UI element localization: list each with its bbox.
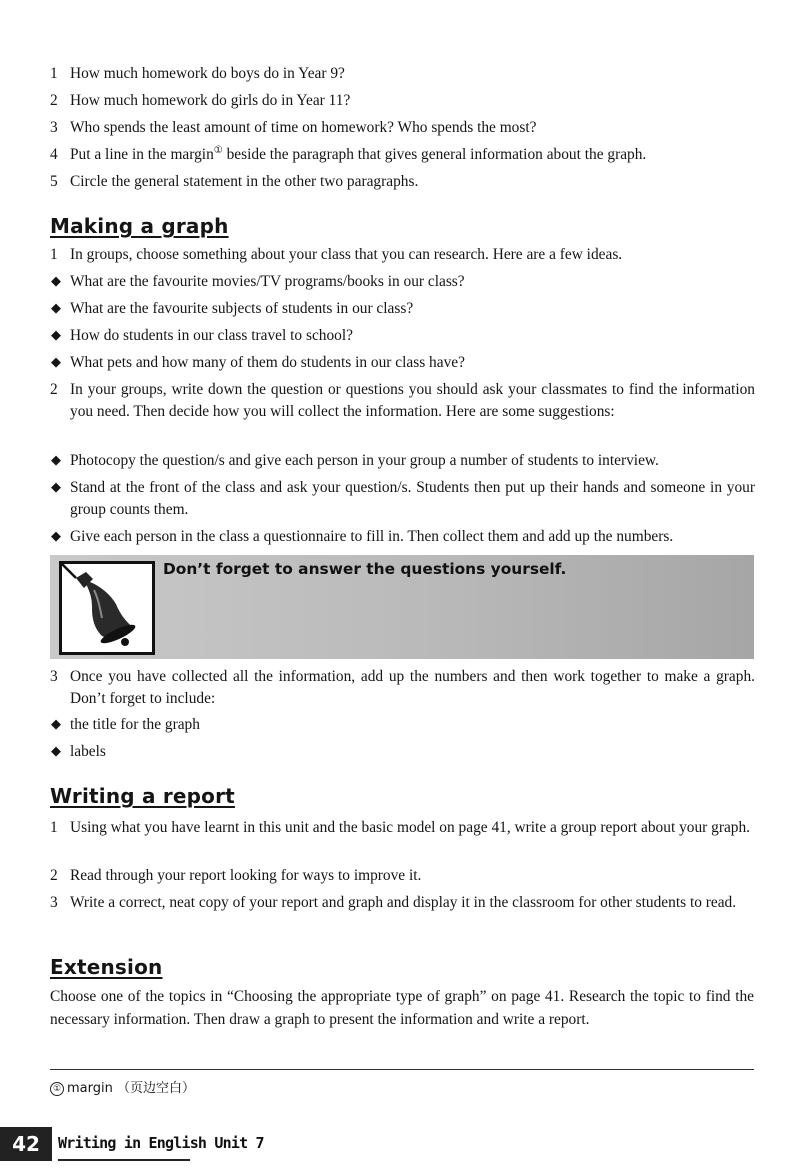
- suggestion-bullet: ◆ Photocopy the question/s and give each person in your group a number of students to interview.: [50, 450, 755, 472]
- question-item: 5 Circle the general statement in the other two paragraphs.: [50, 173, 419, 190]
- step-item: 1 In groups, choose something about your class that you can research. Here are a few ideas.: [50, 246, 623, 263]
- diamond-bullet-icon: ◆: [51, 327, 61, 342]
- diamond-bullet-icon: ◆: [51, 354, 61, 369]
- footnote-divider: [50, 1069, 754, 1070]
- diamond-bullet-icon: ◆: [51, 300, 61, 315]
- diamond-bullet-icon: ◆: [51, 479, 61, 494]
- bell-icon: [59, 561, 155, 655]
- question-text-part: Put a line in the margin: [70, 146, 214, 163]
- footnote-gloss: （页边空白）: [117, 1081, 196, 1096]
- callout-text: Don’t forget to answer the questions yourself.: [163, 560, 567, 578]
- diamond-bullet-icon: ◆: [51, 743, 61, 758]
- page-number: 42: [0, 1127, 52, 1161]
- question-item: 3 Who spends the least amount of time on homework? Who spends the most?: [50, 119, 537, 136]
- diamond-bullet-icon: ◆: [51, 273, 61, 288]
- question-text-part: beside the paragraph that gives general information about the graph.: [222, 146, 647, 163]
- idea-bullet: ◆ What pets and how many of them do students in our class have?: [50, 352, 755, 374]
- footnote-number: ①: [50, 1082, 64, 1096]
- suggestion-bullet: ◆ Give each person in the class a questionnaire to fill in. Then collect them and add up the numbers.: [50, 526, 755, 548]
- step-item: 3 Write a correct, neat copy of your report and graph and display it in the classroom for other students to read.: [50, 894, 737, 911]
- section-heading-writing-report: Writing a report: [50, 784, 235, 808]
- question-item: 2 How much homework do girls do in Year 11?: [50, 92, 351, 109]
- diamond-bullet-icon: ◆: [51, 452, 61, 467]
- question-item: 1 How much homework do boys do in Year 9?: [50, 65, 345, 82]
- include-bullet: ◆ the title for the graph: [50, 714, 755, 736]
- step-item: 1 Using what you have learnt in this unit and the basic model on page 41, write a group report about your graph.: [50, 819, 751, 836]
- question-item: 4 Put a line in the margin① beside the paragraph that gives general information about the graph.: [50, 144, 647, 163]
- footnote-marker: ①: [213, 144, 223, 156]
- reminder-callout: [50, 555, 754, 659]
- section-heading-extension: Extension: [50, 955, 163, 979]
- step-item: 2 In your groups, write down the question or questions you should ask your classmates to find the information you need. Then decide how you will collect the information. Here are some suggestions:: [50, 381, 755, 420]
- running-head: Writing in English Unit 7: [58, 1127, 190, 1161]
- idea-bullet: ◆ What are the favourite movies/TV programs/books in our class?: [50, 271, 755, 293]
- footnote-term: margin: [67, 1081, 113, 1096]
- section-heading-making-graph: Making a graph: [50, 214, 229, 238]
- footnote: [50, 1077, 195, 1096]
- suggestion-bullet: ◆ Stand at the front of the class and ask your question/s. Students then put up their hands and someone in your group counts them.: [50, 477, 755, 521]
- diamond-bullet-icon: ◆: [51, 716, 61, 731]
- idea-bullet: ◆ What are the favourite subjects of students in our class?: [50, 298, 755, 320]
- step-item: 3 Once you have collected all the information, add up the numbers and then work together to make a graph. Don’t forget to include:: [50, 668, 755, 707]
- extension-paragraph: Choose one of the topics in “Choosing the appropriate type of graph” on page 41. Research the topic to find the necessary information. Then draw a graph to present the information and write a report.: [50, 988, 754, 1028]
- idea-bullet: ◆ How do students in our class travel to school?: [50, 325, 755, 347]
- diamond-bullet-icon: ◆: [51, 528, 61, 543]
- page-footer: [0, 1127, 264, 1161]
- step-item: 2 Read through your report looking for ways to improve it.: [50, 867, 422, 884]
- include-bullet: ◆ labels: [50, 741, 755, 763]
